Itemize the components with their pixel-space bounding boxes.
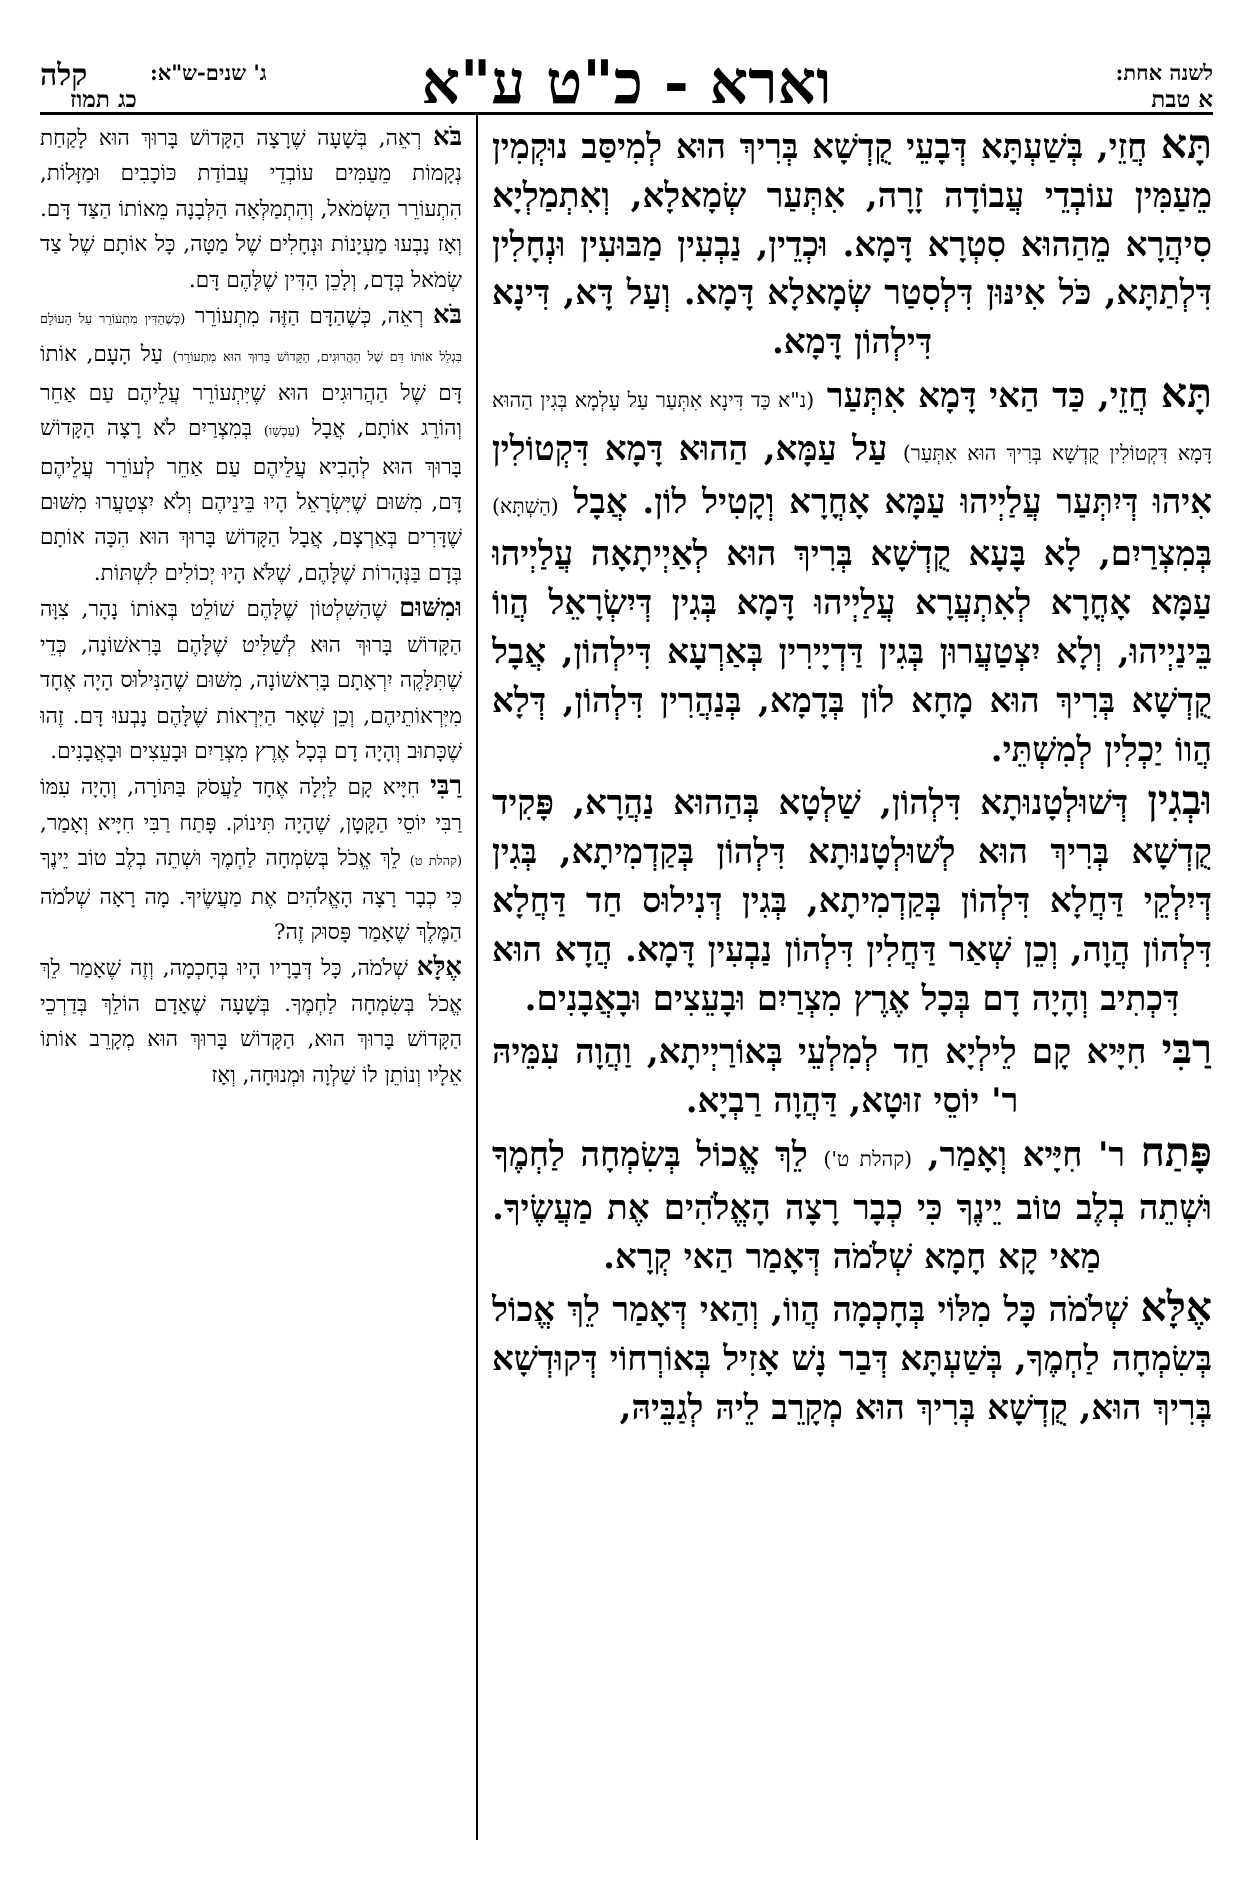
paragraph-text: חִיָּיא קָם לַיְלָה אֶחָד לַעֲסֹק בַּתּוֹרָה, וְהָיָה עִמּוֹ רַבִּי יוֹסֵי הַקָּטָן, שֶׁהָיָה תִּינוֹק. פָּתַח רַבִּי חִיָּיא וְאָמַר, bbox=[40, 775, 462, 836]
main-paragraph bbox=[492, 776, 1212, 1023]
paragraph-text: רְאֵה, כְּשֶׁהַדָּם הַזֶּה מִתְעוֹרֵר bbox=[185, 304, 433, 330]
main-paragraph bbox=[492, 120, 1212, 367]
lead-word: תָּא bbox=[1160, 120, 1212, 168]
header-rule bbox=[40, 112, 1213, 115]
side-paragraph bbox=[40, 769, 462, 950]
hebrew-translation-column bbox=[40, 120, 462, 1830]
lead-word: אֶלָּא bbox=[1140, 1283, 1212, 1332]
paragraph-text: חִיָּיא קָם לֵילְיָא חַד לְמִלְעֵי בְּאוֹרַיְיתָא, וַהֲוָה עִמֵּיהּ ר' יוֹסֵי זוּטָא, דַּהֲוָה רַבְיָא. bbox=[492, 1032, 1162, 1122]
lead-word: רַבִּי bbox=[1161, 1025, 1212, 1074]
column-divider bbox=[476, 112, 478, 1840]
one-year-label: לשנה אחת: bbox=[1115, 60, 1213, 85]
side-paragraph bbox=[40, 591, 462, 769]
main-paragraph bbox=[492, 1025, 1212, 1126]
main-paragraph bbox=[492, 1128, 1212, 1281]
paragraph-text: שְׁלֹמֹה, כָּל דְּבָרָיו הָיוּ בְּחָכְמָה, וְזֶה שֶׁאָמַר לֵךְ אֱכֹל בְּשִׂמְחָה לַחְמֶךָ. בְּשָׁעָה שֶׁאָדָם הוֹלֵךְ בְּדַרְכֵי הַקָּדוֹשׁ בָּרוּךְ הוּא, הַקָּדוֹשׁ בָּרוּךְ הוּא מְקָרֵב אוֹתוֹ אֵלָיו וְנוֹתֵן לוֹ שַׁלְוָה וּמְנוּחָה, וְאָז bbox=[40, 956, 462, 1088]
side-paragraph bbox=[40, 120, 462, 298]
variant-note: (נ"א כַּד דִּינָא אִתְּעַר עַל עָלְמָא בְּגִין הַהוּא דָּמָא דִּקְטוֹלִין קֻדְשָׁא בְּרִיךְ הוּא אִתְּעַר) bbox=[492, 387, 1212, 465]
side-paragraph bbox=[40, 950, 462, 1093]
page-number: קלה bbox=[40, 58, 88, 93]
paragraph-text: ר' חִיָּיא וְאָמַר, bbox=[912, 1134, 1141, 1175]
verse-reference: (קהלת ט) bbox=[409, 854, 462, 870]
lead-word: וּמִשּׁוּם bbox=[399, 593, 462, 624]
paragraph-text: לֵךְ אֱכוֹל בְּשִׂמְחָה לַחְמֶךָ וּשְׁתֵה בְלֶב טוֹב יֵינֶךָ כִּי כְבָר רָצָה הָאֱלֹהִים אֶת מַעֲשֶׂיךָ. מַאי קָא חָמָא שְׁלֹמֹה דְּאָמַר הַאי קְרָא. bbox=[492, 1134, 1212, 1277]
lead-word: אֶלָּא bbox=[416, 952, 462, 983]
one-year-date: א טבת bbox=[1151, 86, 1213, 113]
paragraph-text: דְּשׁוּלְטָנוּתָא דִּלְהוֹן, שַׁלְטָא בְּהַהוּא נַהֲרָא, פָּקִיד קֻדְשָׁא בְּרִיךְ הוּא לְשׁוּלְטָנוּתָא דִּלְהוֹן בְּקַדְמִיתָא, בְּגִין דְּיִלְקֵי דַּחֲלָא דִּלְהוֹן בְּקַדְמִיתָא, בְּגִין דְּנִילוּס חַד דַּחֲלָא דִּלְהוֹן הֲוָה, וְכֵן שְׁאַר דַּחֲלִין דִּלְהוֹן נַבְעִין דָּמָא. הֲדָא הוּא דִּכְתִיב וְהָיָה דָם בְּכָל אֶרֶץ מִצְרַיִם וּבָעֵצִים וּבָאֲבָנִים. bbox=[492, 783, 1212, 1019]
lead-word: פָּתַח bbox=[1140, 1127, 1212, 1176]
side-paragraph bbox=[40, 298, 462, 591]
paragraph-text: עַל עַמָּא, הַהוּא דָּמָא דִּקְטוֹלִין אִיהוּ דְּיִתְּעַר עֲלַיְיהוּ עַמָּא אָחֳרָא וְקָטִיל לוֹן. אֲבָל bbox=[492, 428, 1212, 522]
variant-note: (הַשְׁתָּא) bbox=[492, 493, 559, 518]
three-year-label: ג' שנים-ש"א: bbox=[150, 60, 267, 85]
paragraph-text: עַל הָעָם, אוֹתוֹ דָּם שֶׁל הַהֲרוּגִים הוּא שֶׁיִּתְעוֹרֵר עֲלֵיהֶם עַם אַחֵר וְהוֹרֵג אוֹתָם, אֲבָל bbox=[40, 342, 462, 442]
lead-word: בֹּא bbox=[432, 300, 462, 331]
paragraph-text: בְּמִצְרַיִם, לָא בָּעָא קֻדְשָׁא בְּרִיךְ הוּא לְאַיְיתָאָה עֲלַיְיהוּ עַמָּא אָחֳרָא לְאִתְעֲרָא עֲלַיְיהוּ דָּמָא בְּגִין דְּיִשְׂרָאֵל הֲווֹ בֵּינַיְיהוּ, וְלָא יִצְטַעֲרוּן בְּגִין דַּדְיָירִין בְּאַרְעָא דִּילְהוֹן, אֲבָל קֻדְשָׁא בְּרִיךְ הוּא מָחָא לוֹן בְּדָמָא, בְּנַהֲרִין דִּלְהוֹן, דְּלָא הֲווֹ יַכְלִין לְמִשְׁתֵּי. bbox=[492, 534, 1212, 770]
lead-word: תָּא bbox=[1160, 368, 1212, 417]
main-paragraph bbox=[492, 1283, 1212, 1432]
variant-note: (עַכְשָׁו) bbox=[263, 424, 300, 440]
paragraph-text: לֵךְ אֱכֹל בְּשִׂמְחָה לַחְמֶךָ וּשְׁתֵה בְלֶב טוֹב יֵינֶךָ כִּי כְבָר רָצָה הָאֱלֹהִים אֶת מַעֲשֶׂיךָ. מָה רָאָה שְׁלֹמֹה הַמֶּלֶךְ שֶׁאָמַר פָּסוּק זֶה? bbox=[40, 846, 462, 945]
main-paragraph bbox=[492, 369, 1212, 774]
paragraph-text: רְאֵה, בְּשָׁעָה שֶׁרָצָה הַקָּדוֹשׁ בָּרוּךְ הוּא לָקַחַת נְקָמוֹת מֵעַמִּים עוֹבְדֵי עֲבוֹדַת כּוֹכָבִים וּמַזָּלוֹת, הִתְעוֹרֵר הַשְּׂמֹאל, וְהִתְמַלְּאָה הַלְּבָנָה מֵאוֹתוֹ הַצַּד דָּם. וְאָז נָבְעוּ מַעְיָנוֹת וּנְחָלִים שֶׁל מַטָּה, כָּל אוֹתָם שֶׁל צַד שְׂמֹאל בְּדָם, וְלָכֵן הַדִּין שֶׁלָּהֶם דָּם. bbox=[40, 126, 462, 293]
paragraph-text: שְׁלֹמֹה כָּל מִלּוֹי בְּחָכְמָה הֲווֹ, וְהַאי דְּאָמַר לֵךְ אֱכוֹל בְּשִׂמְחָה לַחְמֶךָ, בְּשַׁעְתָּא דְּבַר נָשׁ אָזִיל בְּאוֹרְחוֹי דְּקוּדְשָׁא בְּרִיךְ הוּא, קֻדְשָׁא בְּרִיךְ הוּא מְקָרֵב לֵיהּ לְגַבֵּיהּ, bbox=[492, 1290, 1212, 1428]
aramaic-column bbox=[492, 120, 1212, 1830]
paragraph-text: בְּמִצְרַיִם לֹא רָצָה הַקָּדוֹשׁ בָּרוּךְ הוּא לְהָבִיא עֲלֵיהֶם עַם אַחֵר לְעוֹרֵר עֲלֵיהֶם דָּם, מִשּׁוּם שֶׁיִּשְׂרָאֵל הָיוּ בֵּינֵיהֶם וְלֹא יִצְטַעֲרוּ מִשּׁוּם שֶׁדָּרִים בְּאַרְצָם, אֲבָל הַקָּדוֹשׁ בָּרוּךְ הוּא הִכָּה אוֹתָם בְּדָם בַּנְּהָרוֹת שֶׁלָּהֶם, שֶׁלֹּא הָיוּ יְכוֹלִים לִשְׁתּוֹת. bbox=[40, 416, 462, 586]
paragraph-text: חֲזֵי, כַּד הַאי דָּמָא אִתְּעַר bbox=[814, 375, 1161, 416]
variant-note: (כְּשֶׁהַדִּין מִתְעוֹרֵר עַל הָעוֹלָם בִּגְלַל אוֹתוֹ דַּם שֶׁל הַהֲרוּגִים, הַקָּדוֹשׁ בָּרוּךְ הוּא מִתְעוֹרֵר) bbox=[40, 312, 462, 366]
lead-word: רַבִּי bbox=[430, 771, 462, 802]
page-header bbox=[40, 48, 1213, 128]
paragraph-text: חֲזֵי, בְּשַׁעְתָּא דְּבָעֵי קֻדְשָׁא בְּרִיךְ הוּא לְמִיסַּב נוּקְמִין מֵעַמִּין עוֹבְדֵי עֲבוֹדָה זָרָה, אִתְּעַר שְׂמָאלָא, וְאִתְמַלְיָא סִיהֲרָא מֵהַהוּא סִטְרָא דָּמָא. וּכְדֵין, נַבְעִין מַבּוּעִין וּנְחָלִין דִּלְתַתָּא, כֹּל אִינּוּן דִּלְסִטַר שְׂמָאלָא דָּמָא. וְעַל דָּא, דִּינָא דִּילְהוֹן דָּמָא. bbox=[492, 127, 1212, 363]
lead-word: בֹּא bbox=[433, 122, 462, 152]
lead-word: וּבְגִין bbox=[1147, 776, 1212, 825]
three-year-date: כג תמוז bbox=[70, 86, 137, 113]
verse-reference: (קהלת ט') bbox=[823, 1146, 913, 1171]
page-title: וארא - כ"ט ע"א bbox=[421, 48, 832, 118]
paragraph-text: שֶׁהַשִּׁלְטוֹן שֶׁלָּהֶם שׁוֹלֵט בְּאוֹתוֹ נָהָר, צִוָּה הַקָּדוֹשׁ בָּרוּךְ הוּא לְשַׁלִּיט שֶׁלָּהֶם בָּרִאשׁוֹנָה, כְּדֵי שֶׁתִּלָּקֶה יִרְאָתָם בָּרִאשׁוֹנָה, מִשּׁוּם שֶׁהַנִּילוּס הָיָה אֶחָד מִיִּרְאוֹתֵיהֶם, וְכֵן שְׁאָר הַיִּרְאוֹת שֶׁלָּהֶם נָבְעוּ דָּם. זֶהוּ שֶׁכָּתוּב וְהָיָה דָם בְּכָל אֶרֶץ מִצְרַיִם וּבָעֵצִים וּבָאֲבָנִים. bbox=[40, 597, 462, 764]
